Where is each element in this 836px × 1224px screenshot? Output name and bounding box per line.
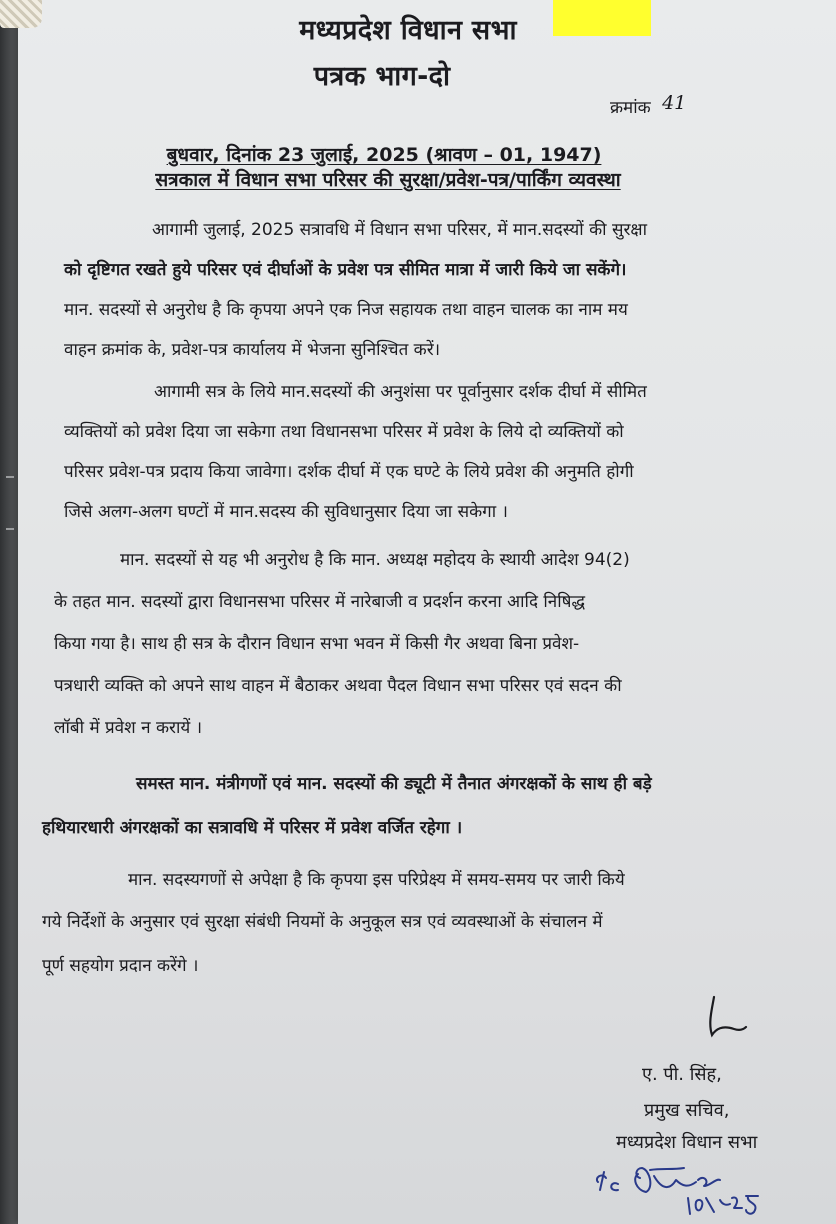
paragraph-line: मान. सदस्यगणों से अपेक्षा है कि कृपया इस परिप्रेक्ष्य में समय-समय पर जारी किये	[128, 870, 625, 890]
paragraph-line: पत्रधारी व्यक्ति को अपने साथ वाहन में बैठाकर अथवा पैदल विधान सभा परिसर एवं सदन की	[54, 676, 622, 696]
document-part-title: पत्रक भाग-दो	[313, 61, 451, 92]
margin-mark	[6, 476, 14, 478]
paragraph-line: के तहत मान. सदस्यों द्वारा विधानसभा परिसर में नारेबाजी व प्रदर्शन करना आदि निषिद्ध	[54, 592, 586, 612]
assembly-title: मध्यप्रदेश विधान सभा	[299, 15, 517, 46]
serial-label: क्रमांक	[610, 98, 651, 118]
paragraph-line: वाहन क्रमांक के, प्रवेश-पत्र कार्यालय में भेजना सुनिश्चित करें।	[64, 340, 441, 360]
paragraph-line: आगामी जुलाई, 2025 सत्रावधि में विधान सभा परिसर, में मान.सदस्यों की सुरक्षा	[152, 220, 647, 240]
paragraph-line: को दृष्टिगत रखते हुये परिसर एवं दीर्घाओं के प्रवेश पत्र सीमित मात्रा में जारी किये जा सकेंगे।	[64, 260, 627, 280]
paragraph-line: व्यक्तियों को प्रवेश दिया जा सकेगा तथा विधानसभा परिसर में प्रवेश के लिये दो व्यक्तियों को	[64, 422, 624, 442]
paragraph-line: आगामी सत्र के लिये मान.सदस्यों की अनुशंसा पर पूर्वानुसार दर्शक दीर्घा में सीमित	[154, 382, 647, 402]
paragraph-line: किया गया है। साथ ही सत्र के दौरान विधान सभा भवन में किसी गैर अथवा बिना प्रवेश-	[54, 634, 580, 654]
paragraph-line: जिसे अलग-अलग घण्टों में मान.सदस्य की सुविधानुसार दिया जा सकेगा ।	[64, 502, 508, 522]
paragraph-line: गये निर्देशों के अनुसार एवं सुरक्षा संबंधी नियमों के अनुकूल सत्र एवं व्यवस्थाओं के संचालन में	[42, 912, 603, 932]
signature-mark	[700, 995, 750, 1043]
signatory-name: ए. पी. सिंह,	[642, 1064, 722, 1085]
paragraph-line: परिसर प्रवेश-पत्र प्रदाय किया जावेगा। दर्शक दीर्घा में एक घण्टे के लिये प्रवेश की अनुमति होगी	[64, 462, 634, 482]
serial-value: 41	[662, 92, 687, 114]
handwritten-initials	[592, 1160, 782, 1224]
paragraph-line: पूर्ण सहयोग प्रदान करेंगे ।	[42, 956, 199, 976]
serial-number	[610, 92, 687, 118]
paragraph-line: मान. सदस्यों से अनुरोध है कि कृपया अपने एक निज सहायक तथा वाहन चालक का नाम मय	[64, 300, 628, 320]
paragraph-line: हथियारधारी अंगरक्षकों का सत्रावधि में परिसर में प्रवेश वर्जित रहेगा ।	[42, 818, 463, 838]
paragraph-line: मान. सदस्यों से यह भी अनुरोध है कि मान. अध्यक्ष महोदय के स्थायी आदेश 94(2)	[120, 550, 630, 570]
paragraph-line: लॉबी में प्रवेश न करायें ।	[54, 718, 203, 738]
signatory-office: मध्यप्रदेश विधान सभा	[616, 1132, 758, 1153]
signatory-designation: प्रमुख सचिव,	[644, 1100, 730, 1121]
date-line: बुधवार, दिनांक 23 जुलाई, 2025 (श्रावण – 01, 1947)	[166, 144, 602, 166]
subject-line: सत्रकाल में विधान सभा परिसर की सुरक्षा/प्रवेश-पत्र/पार्किंग व्यवस्था	[155, 169, 621, 191]
paragraph-line: समस्त मान. मंत्रीगणों एवं मान. सदस्यों की ड्यूटी में तैनात अंगरक्षकों के साथ ही बड़े	[136, 774, 652, 794]
margin-mark	[6, 528, 14, 530]
